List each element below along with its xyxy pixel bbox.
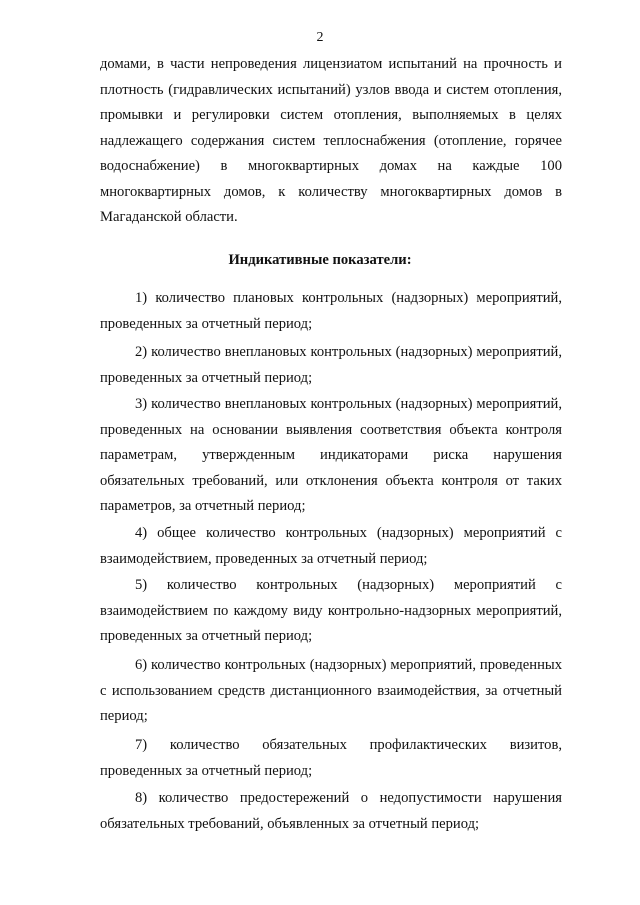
indicator-item-8: 8) количество предостережений о недопустимости нарушения обязательных требований, объявленных за отчетный период; (100, 790, 562, 832)
indicator-item-1: 1) количество плановых контрольных (надзорных) мероприятий, проведенных за отчетный период; (100, 290, 562, 332)
indicator-item-7: 7) количество обязательных профилактических визитов, проведенных за отчетный период; (100, 737, 562, 779)
page-number: 2 (316, 30, 324, 45)
section-heading: Индикативные показатели: (228, 252, 412, 268)
indicator-item-5: 5) количество контрольных (надзорных) мероприятий с взаимодействием по каждому виду контрольно-надзорных мероприятий, проведенных за отчетный период; (100, 577, 562, 644)
indicator-item-6: 6) количество контрольных (надзорных) мероприятий, проведенных с использованием средств дистанционного взаимодействия, за отчетный период; (100, 657, 562, 724)
intro-paragraph: домами, в части непроведения лицензиатом испытаний на прочность и плотность (гидравлических испытаний) узлов ввода и систем отопления, промывки и регулировки систем отопления, выполняемых в целях надлежащего содержания систем теплоснабжения (отопление, горячее водоснабжение) в многоквартирных домах на каждые 100 многоквартирных домов, к количеству многоквартирных домов в Магаданской области. (100, 56, 562, 225)
indicator-item-2: 2) количество внеплановых контрольных (надзорных) мероприятий, проведенных за отчетный период; (100, 344, 562, 386)
indicator-item-3: 3) количество внеплановых контрольных (надзорных) мероприятий, проведенных на основании выявления соответствия объекта контроля параметрам, утвержденным индикаторами риска нарушения обязательных требований, или отклонения объекта контроля от таких параметров, за отчетный период; (100, 396, 562, 514)
indicator-item-4: 4) общее количество контрольных (надзорных) мероприятий с взаимодействием, проведенных за отчетный период; (100, 525, 562, 567)
